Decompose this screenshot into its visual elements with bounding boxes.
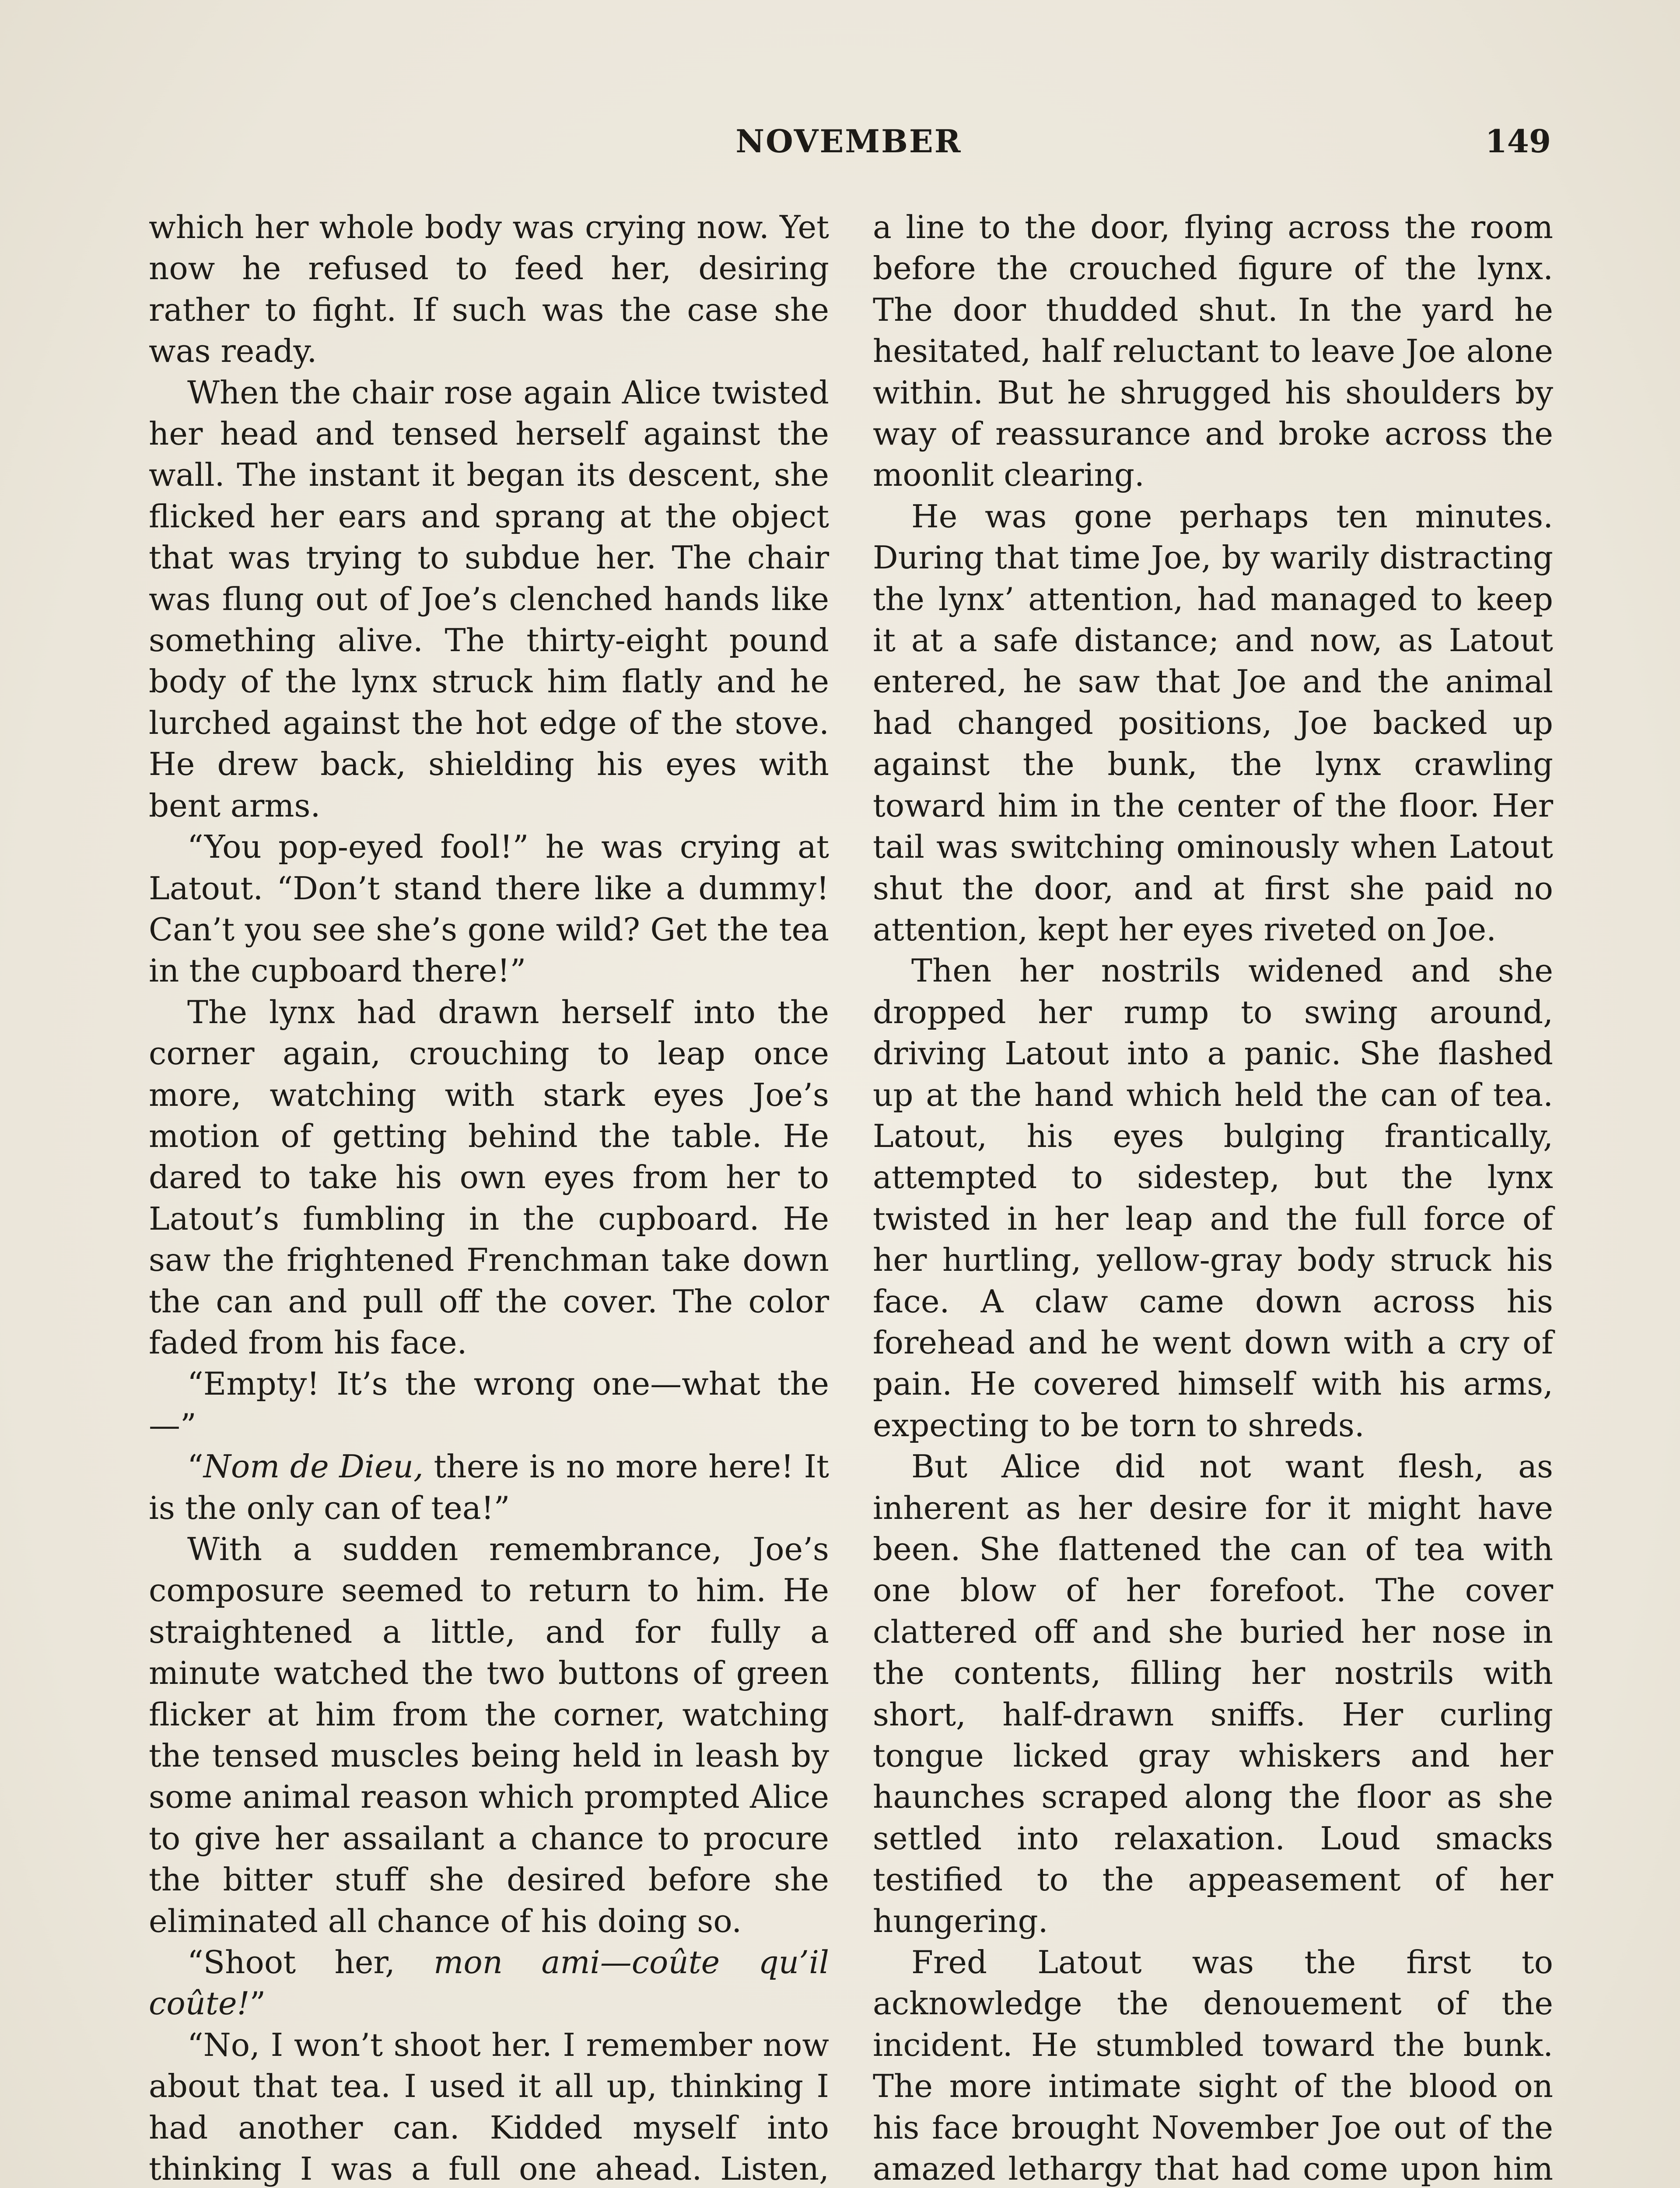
text-run: “Empty! It’s the wrong one—what the—” [149,1365,829,1444]
paragraph [873,1942,1553,2188]
text-run: But Alice did not want flesh, as inherent as her desire for it might have been. She flattened the can of tea with one blow of her forefoot. The cover clattered off and she buried her nose in the contents, filling her nostrils with short, half-drawn sniffs. Her curling tongue licked gray whiskers and her haunches scraped along the floor as she settled into relaxation. Loud smacks testified to the appeasement of her hungering. [873,1448,1553,1939]
text-run: The lynx had drawn herself into the corner again, crouching to leap once more, watching with stark eyes Joe’s motion of getting behind the table. He dared to take his own eyes from her to Latout’s fumbling in the cupboard. He saw the frightened Frenchman take down the can and pull off the cover. The color faded from his face. [149,993,829,1361]
paragraph [149,1942,829,2024]
left-text-column [149,207,829,2188]
text-run: Fred Latout was the first to acknowledge the denouement of the incident. He stumbled toward the bunk. The more intimate sight of the blood on his face brought November Joe out of the amazed lethargy that had come upon him [873,1944,1553,2188]
paragraph [873,207,1553,496]
page-number: 149 [1485,123,1551,160]
italic-text: Nom de Dieu, [203,1448,424,1485]
text-run: Then her nostrils widened and she dropped her rump to swing around, driving Latout into a panic. She flashed up at the hand which held the can of tea. Latout, his eyes bulging frantically, attempted to sidestep, but the lynx twisted in her leap and the full force of her hurtling, yellow-gray body struck his face. A claw came down across his forehead and he went down with a cry of pain. He covered himself with his arms, expecting to be torn to shreds. [873,952,1553,1444]
text-run: there is no more here! It is the only can of tea!” [149,1448,830,1526]
paragraph [149,826,829,992]
paragraph [149,992,829,1364]
text-run: “Shoot her, [187,1944,434,1981]
text-run: “No, I won’t shoot her. I remember now about that tea. I used it all up, thinking I had another can. Kidded myself into thinking I was a full one ahead. Listen, [149,2026,829,2188]
text-run: “ [187,1448,203,1485]
text-run: ” [249,1985,266,2022]
paragraph [873,1446,1553,1942]
running-head: NOVEMBER [735,123,962,160]
paragraph [149,2024,829,2188]
text-run: When the chair rose again Alice twisted her head and tensed herself against the wall. The instant it began its descent, she flicked her ears and sprang at the object that was trying to subdue her. The chair was flung out of Joe’s clenched hands like something alive. The thirty-eight pound body of the lynx struck him flatly and he lurched against the hot edge of the stove. He drew back, shielding his eyes with bent arms. [149,374,829,824]
page-header [147,117,1551,165]
text-run: which her whole body was crying now. Yet now he refused to feed her, desiring rather to fight. If such was the case she was ready. [149,209,829,370]
paragraph [149,372,829,826]
paragraph [149,1446,829,1529]
text-run: With a sudden remembrance, Joe’s composure seemed to return to him. He straightened a little, and for fully a minute watched the two buttons of green flicker at him from the corner, watching the tensed muscles being held in leash by some animal reason which prompted Alice to give her assailant a chance to procure the bitter stuff she desired before she eliminated all chance of his doing so. [149,1531,829,1939]
text-run: He was gone perhaps ten minutes. During that time Joe, by warily distracting the lynx’ attention, had managed to keep it at a safe distance; and now, as Latout entered, he saw that Joe and the animal had changed positions, Joe backed up against the bunk, the lynx crawling toward him in the center of the floor. Her tail was switching ominously when Latout shut the door, and at first she paid no attention, kept her eyes riveted on Joe. [873,498,1553,948]
paragraph [873,950,1553,1446]
text-run: “You pop-eyed fool!” he was crying at Latout. “Don’t stand there like a dummy! Can’t you see she’s gone wild? Get the tea in the cupboard there!” [149,828,829,989]
paragraph [873,496,1553,950]
paragraph [149,207,829,372]
paragraph [149,1363,829,1446]
italic-text: mon ami—coûte qu’il coûte! [149,1944,830,2022]
right-text-column [873,207,1553,2188]
text-run: a line to the door, flying across the room before the crouched figure of the lynx. The door thudded shut. In the yard he hesitated, half reluctant to leave Joe alone within. But he shrugged his shoulders by way of reassurance and broke across the moonlit clearing. [873,209,1553,494]
paragraph [149,1529,829,1942]
